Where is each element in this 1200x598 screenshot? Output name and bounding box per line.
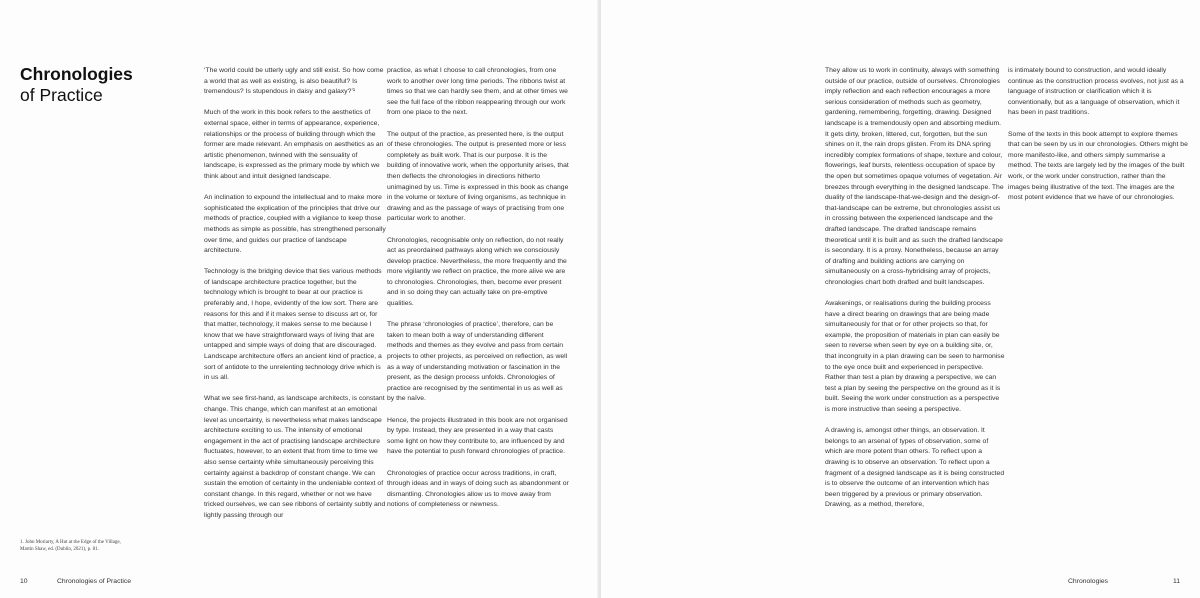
body-paragraph: Chronologies of practice occur across traditions, in craft, through ideas and in ways of doing such as abandonment or dismantling. Chronologies allow us to move away from notions of completeness or newness. bbox=[387, 469, 569, 509]
body-paragraph: A drawing is, amongst other things, an observation. It belongs to an arsenal of types of observation, some of which are more potent than others. To reflect upon a drawing is to observe an observation. To reflect upon a fragment of a designed landscape as it is being constructed is to observe the outcome of an intervention which has been triggered by a previous or primary observation. Drawing, as a method, therefore, bbox=[825, 427, 1005, 509]
right-page bbox=[601, 0, 1200, 598]
body-paragraph: An inclination to expound the intellectual and to make more sophisticated the explication of the principles that drive our methods of practice, coupled with a vigilance to keep those methods as simple as possible, has strengthened personally over time, and guides our practice of landscape architecture. bbox=[204, 194, 386, 255]
body-paragraph: Chronologies, recognisable only on reflection, do not really act as preordained pathways along which we consciously develop practice. Nevertheless, the more frequently and the more vigilantly we reflect on practice, the more alive we are to chronologies. Chronologies, then, become ever present and in so doing they can actually take on pre-emptive qualities. bbox=[387, 236, 567, 308]
body-paragraph: practice, as what I choose to call chronologies, from one work to another over long time periods. The ribbons twist at times so that we can hardly see them, and at other times we see the full face of the ribbon reappearing through our work from one place to the next. bbox=[387, 67, 568, 117]
body-paragraph: The phrase ‘chronologies of practice’, therefore, can be taken to mean both a way of understanding different methods and themes as they evolve and pass from certain projects to other projects, as perceived on reflection, as well as a way of understanding motivation or fascination in the present, as the design process unfolds. Chronologies of practice are recognised by the sentimental in us as well as by the naïve. bbox=[387, 321, 568, 403]
body-paragraph: What we see first-hand, as landscape architects, is constant change. This change, which can manifest at an emotional level as uncertainty, is nevertheless what makes landscape architecture exciting to us. The intensity of emotional engagement in the act of practising landscape architecture fluctuates, however, to an extent that from time to time we also sense certainty while simultaneously perceiving this certainty against a backdrop of constant change. We can sustain the emotion of certainty in the undeniable context of constant change. In this regard, whether or not we have tricked ourselves, we can see ribbons of certainty subtly and lightly passing through our bbox=[204, 395, 386, 519]
page-number-right: 11 bbox=[1173, 578, 1181, 585]
left-page bbox=[0, 0, 599, 598]
body-paragraph: They allow us to work in continuity, always with something outside of our practice, outside of ourselves. Chronologies imply reflection and each reflection encourages a more serious consideration of methods such as geometry, gardening, remembering, forgetting, drawing. Designed landscape is a tremendously open and absorbing medium. It gets dirty, broken, littered, cut, forgotten, but the sun shines on it, the rain drops glisten. From its DNA spring incredibly complex formations of shape, texture and colour, flowerings, leaf bursts, relentless occupation of space by the open but sometimes opaque volumes of vegetation. Air breezes through everything in the designed landscape. The duality of the landscape-that-we-design and the design-of-that-landscape can be extreme, but chronologies assist us in crossing between the experienced landscape and the drafted landscape. The drafted landscape remains theoretical until it is built and as such the drafted landscape is secondary. It is a proxy. Nonetheless, because an array of drafting and building actions are carrying on simultaneously on a cross-hybridising array of projects, chronologies chart both drafted and built landscapes. bbox=[825, 67, 1004, 286]
body-paragraph: Some of the texts in this book attempt to explore themes that can be seen by us in our chronologies. Others might be more manifesto-like, and others simply summarise a method. The texts are largely led by the images of the built work, or the work under construction, rather than the images being illustrative of the text. The images are the most potent evidence that we have of our chronologies. bbox=[1008, 130, 1188, 202]
body-paragraph: Hence, the projects illustrated in this book are not organised by type. Instead, they are presented in a way that casts some light on how they contribute to, are influenced by and have the potential to push forward chronologies of practice. bbox=[387, 416, 568, 456]
page-number-left: 10 bbox=[20, 578, 28, 585]
running-footer-left: Chronologies of Practice bbox=[57, 578, 132, 585]
text-column-2 bbox=[387, 66, 569, 522]
body-paragraph: The output of the practice, as presented here, is the output of these chronologies. The output is presented more or less completely as built work. That is our purpose. It is the building of innovative work, when the opportunity arises, that then deflects the chronologies in directions hitherto unimagined by us. Time is expressed in this book as change in the volume or texture of living organisms, as technique in drawing and as the passage of ways of practising from one particular work to another. bbox=[387, 130, 569, 223]
body-paragraph: Awakenings, or realisations during the building process have a direct bearing on drawings that are being made simultaneously for that or for other projects so that, for example, the proposition of materials in plan can easily be seen to reverse when seen by eye on a building site, or, that incongruity in a plan drawing can be seen to harmonise to the eye once built and experienced in perspective. Rather than test a plan by drawing a perspective, we can test a plan by seeing the perspective on the ground as it is built. Seeing the work under construction as a perspective is more instructive than seeing a perspective. bbox=[825, 300, 1005, 413]
text-column-4 bbox=[1008, 66, 1188, 214]
text-column-1 bbox=[204, 66, 386, 532]
body-paragraph: Much of the work in this book refers to the aesthetics of external space, either in terms of appearance, experience, relationships or the process of building through which the former are made relevant. An emphasis on aesthetics as an artistic phenomenon, twinned with the sensuality of landscape, is expressed as the primary mode by which we think about and intuit designed landscape. bbox=[204, 109, 384, 180]
text-column-3 bbox=[825, 66, 1005, 522]
body-paragraph: Technology is the bridging device that ties various methods of landscape architecture practice together, but the technology which is brought to bear at our practice is preferably and, I hope, evidently of the low sort. There are reasons for this and if it makes sense to discuss art or, for that matter, technology, it makes sense to me because I know that we have straightforward ways of living that are untapped and simple ways of doing that are discouraged. Landscape architecture offers an ancient kind of practice, a sort of antidote to the unrelenting technology drive which is in us all. bbox=[204, 268, 382, 382]
chapter-title-line-2: of Practice bbox=[20, 85, 103, 105]
footnote: 1. John Moriarty, A Hut at the Edge of the Village, Martin Shaw, ed. (Dublin, 2021), p. 81. bbox=[20, 540, 121, 552]
quote-paragraph: ‘The world could be utterly ugly and still exist. So how come a world that as well as existing, is also beautiful? Is tremendous? Is stupendous in daisy and galaxy?’¹ bbox=[204, 67, 384, 96]
chapter-title-line-1: Chronologies bbox=[20, 64, 133, 84]
running-footer-right: Chronologies bbox=[1068, 578, 1109, 585]
chapter-title bbox=[20, 64, 190, 106]
body-paragraph: is intimately bound to construction, and would ideally continue as the construction process evolves, not just as a language of instruction or clarification which it is conventionally, but as a language of observation, which it has been in past traditions. bbox=[1008, 67, 1184, 117]
